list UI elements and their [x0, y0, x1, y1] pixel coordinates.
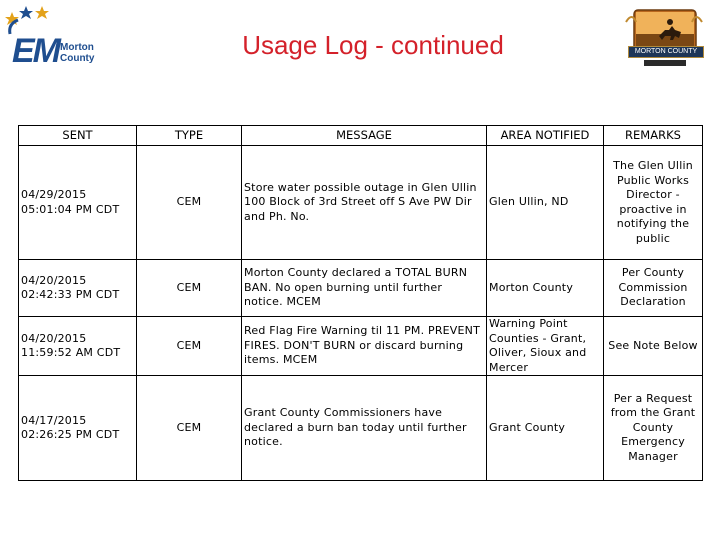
col-header-message: MESSAGE [242, 126, 487, 146]
seal-banner: MORTON COUNTY [628, 46, 704, 58]
cell-remarks: Per County Commission Declaration [604, 260, 703, 317]
logo-line1: Morton [60, 42, 94, 53]
cell-area-notified: Warning Point Counties - Grant, Oliver, Sioux and Mercer [487, 317, 604, 376]
cell-message: Red Flag Fire Warning til 11 PM. PREVENT FIRES. DON'T BURN or discard burning items. MCEM [242, 317, 487, 376]
table-row [19, 376, 703, 481]
col-header-sent: SENT [19, 126, 137, 146]
table-header-row [19, 126, 703, 146]
cell-message: Store water possible outage in Glen Ullin 100 Block of 3rd Street off S Ave PW Dir and Ph. No. [242, 146, 487, 260]
cell-remarks: See Note Below [604, 317, 703, 376]
cell-area-notified: Morton County [487, 260, 604, 317]
col-header-type: TYPE [137, 126, 242, 146]
col-header-area-notified: AREA NOTIFIED [487, 126, 604, 146]
cell-remarks: Per a Request from the Grant County Emergency Manager [604, 376, 703, 481]
cell-remarks: The Glen Ullin Public Works Director - proactive in notifying the public [604, 146, 703, 260]
table-row [19, 317, 703, 376]
cell-area-notified: Grant County [487, 376, 604, 481]
cell-type: CEM [137, 317, 242, 376]
cell-message: Morton County declared a TOTAL BURN BAN. No open burning until further notice. MCEM [242, 260, 487, 317]
usage-log-table [18, 125, 703, 481]
page-title: Usage Log - continued [242, 30, 504, 60]
cell-type: CEM [137, 260, 242, 317]
cell-sent: 04/20/2015 02:42:33 PM CDT [19, 260, 137, 317]
table-row [19, 146, 703, 260]
table-row [19, 260, 703, 317]
cell-sent: 04/20/2015 11:59:52 AM CDT [19, 317, 137, 376]
logo-mark: EM [12, 32, 59, 70]
cell-area-notified: Glen Ullin, ND [487, 146, 604, 260]
logo-line2: County [60, 53, 95, 64]
morton-county-seal [614, 2, 714, 74]
rider-seal-icon [614, 2, 714, 74]
col-header-remarks: REMARKS [604, 126, 703, 146]
cell-type: CEM [137, 146, 242, 260]
cell-message: Grant County Commissioners have declared a burn ban today until further notice. [242, 376, 487, 481]
cell-type: CEM [137, 376, 242, 481]
cell-sent: 04/17/2015 02:26:25 PM CDT [19, 376, 137, 481]
cell-sent: 04/29/2015 05:01:04 PM CDT [19, 146, 137, 260]
